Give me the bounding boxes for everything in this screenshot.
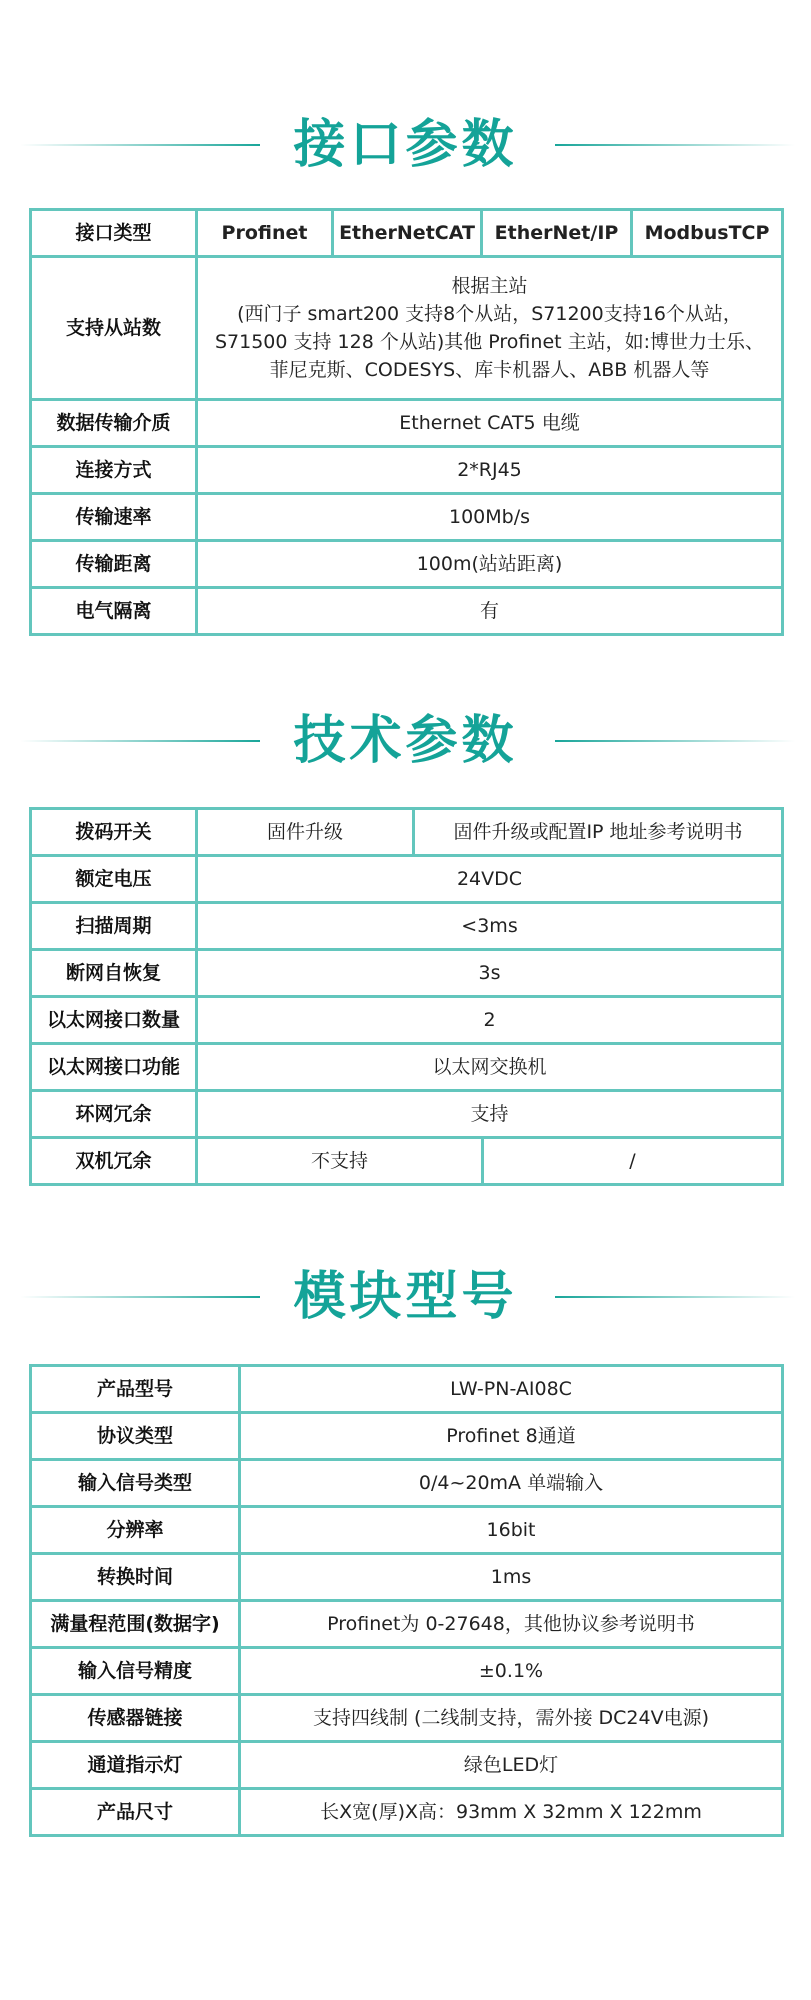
table-row — [31, 950, 783, 997]
row-label: 输入信号类型 — [31, 1460, 240, 1507]
table-row — [31, 856, 783, 903]
table-row — [31, 1138, 783, 1185]
row-value: <3ms — [197, 903, 783, 950]
row-label: 断网自恢复 — [31, 950, 197, 997]
row-label: 传感器链接 — [31, 1695, 240, 1742]
table-row — [31, 1507, 783, 1554]
row-value: 长X宽(厚)X高：93mm X 32mm X 122mm — [240, 1789, 783, 1836]
row-label: 电气隔离 — [31, 588, 197, 635]
row-label: 连接方式 — [31, 447, 197, 494]
table-row — [31, 1554, 783, 1601]
row-label: 输入信号精度 — [31, 1648, 240, 1695]
row-value: Profinet为 0-27648，其他协议参考说明书 — [240, 1601, 783, 1648]
row-value: 不支持 — [197, 1138, 483, 1185]
value-line: 根据主站 — [451, 275, 528, 297]
table-row — [31, 1789, 783, 1836]
header-cell: EtherNetCAT — [333, 210, 482, 257]
divider-line — [555, 1296, 795, 1298]
row-value: 100m(站站距离) — [197, 541, 783, 588]
row-value: 以太网交换机 — [197, 1044, 783, 1091]
table-header-row — [31, 210, 783, 257]
row-label: 额定电压 — [31, 856, 197, 903]
header-cell: Profinet — [197, 210, 333, 257]
row-value: 16bit — [240, 1507, 783, 1554]
row-label: 以太网接口数量 — [31, 997, 197, 1044]
row-label: 协议类型 — [31, 1413, 240, 1460]
value-line: S71500 支持 128 个从站)其他 Profinet 主站，如:博世力士乐、 — [214, 331, 765, 353]
row-value: 有 — [197, 588, 783, 635]
row-value: 3s — [197, 950, 783, 997]
value-line: (西门子 smart200 支持8个从站，S71200支持16个从站， — [237, 303, 742, 325]
table-row — [31, 809, 783, 856]
row-value: Ethernet CAT5 电缆 — [197, 400, 783, 447]
table-row — [31, 1695, 783, 1742]
row-value: 支持 — [197, 1091, 783, 1138]
row-label: 产品型号 — [31, 1366, 240, 1413]
row-value: 固件升级 — [197, 809, 414, 856]
divider-line — [555, 144, 795, 146]
table-row — [31, 400, 783, 447]
row-label: 支持从站数 — [31, 257, 197, 400]
table-row — [31, 257, 783, 400]
row-label: 转换时间 — [31, 1554, 240, 1601]
row-value: 1ms — [240, 1554, 783, 1601]
table-row — [31, 903, 783, 950]
table-row — [31, 997, 783, 1044]
row-label: 双机冗余 — [31, 1138, 197, 1185]
table-row — [31, 1091, 783, 1138]
row-value: Profinet 8通道 — [240, 1413, 783, 1460]
table-row — [31, 447, 783, 494]
row-label: 分辨率 — [31, 1507, 240, 1554]
table-row — [31, 588, 783, 635]
table-row — [31, 1044, 783, 1091]
row-value: 2 — [197, 997, 783, 1044]
row-value: 24VDC — [197, 856, 783, 903]
section-heading-technical — [0, 701, 811, 781]
row-label: 拨码开关 — [31, 809, 197, 856]
row-value: 100Mb/s — [197, 494, 783, 541]
technical-params-table — [29, 807, 784, 1186]
row-value: ±0.1% — [240, 1648, 783, 1695]
value-line: 菲尼克斯、CODESYS、库卡机器人、ABB 机器人等 — [269, 359, 710, 381]
row-value-secondary: 固件升级或配置IP 地址参考说明书 — [414, 809, 783, 856]
table-row — [31, 1413, 783, 1460]
row-label: 产品尺寸 — [31, 1789, 240, 1836]
section-heading-interface — [0, 105, 811, 185]
table-row — [31, 494, 783, 541]
divider-line — [555, 740, 795, 742]
row-label: 数据传输介质 — [31, 400, 197, 447]
row-value: 2*RJ45 — [197, 447, 783, 494]
header-cell: EtherNet/IP — [482, 210, 632, 257]
row-label: 通道指示灯 — [31, 1742, 240, 1789]
section-heading-model — [0, 1257, 811, 1337]
row-label: 扫描周期 — [31, 903, 197, 950]
row-value-secondary: / — [483, 1138, 783, 1185]
section-title: 技术参数 — [293, 711, 518, 771]
row-value: 0/4~20mA 单端输入 — [240, 1460, 783, 1507]
row-label: 环网冗余 — [31, 1091, 197, 1138]
section-title: 模块型号 — [293, 1267, 518, 1327]
header-cell: ModbusTCP — [632, 210, 783, 257]
row-value: 绿色LED灯 — [240, 1742, 783, 1789]
header-cell: 接口类型 — [31, 210, 197, 257]
row-label: 以太网接口功能 — [31, 1044, 197, 1091]
row-value: 支持四线制 (二线制支持，需外接 DC24V电源) — [240, 1695, 783, 1742]
row-label: 满量程范围(数据字) — [31, 1601, 240, 1648]
row-value: LW-PN-AI08C — [240, 1366, 783, 1413]
model-params-table — [29, 1364, 784, 1837]
interface-params-table — [29, 208, 784, 636]
table-row — [31, 1460, 783, 1507]
row-label: 传输速率 — [31, 494, 197, 541]
table-row — [31, 541, 783, 588]
table-row — [31, 1742, 783, 1789]
table-row — [31, 1648, 783, 1695]
row-value — [197, 257, 783, 400]
section-title: 接口参数 — [293, 115, 518, 175]
table-row — [31, 1366, 783, 1413]
table-row — [31, 1601, 783, 1648]
row-label: 传输距离 — [31, 541, 197, 588]
